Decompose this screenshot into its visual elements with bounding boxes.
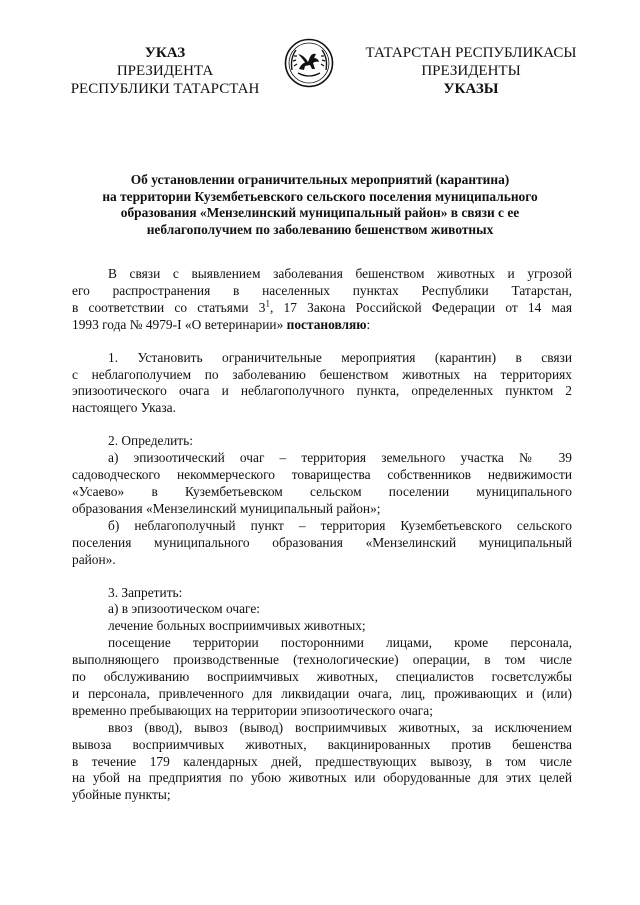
header-tatar — [360, 44, 582, 98]
text-line: 3. Запретить: — [108, 584, 183, 600]
header-right-line: ТАТАРСТАН РЕСПУБЛИКАСЫ — [365, 45, 577, 61]
text-line: 1. Установить ограничительные мероприятия (карантин) в связи — [108, 349, 572, 365]
text-line: б) неблагополучный пункт – территория Кузембетьевского сельского — [108, 517, 572, 533]
header-left-line: РЕСПУБЛИКИ ТАТАРСТАН — [70, 81, 260, 97]
text-line: временно пребывающих на территории эпизоотического очага; — [72, 702, 433, 718]
coat-of-arms-icon — [284, 38, 334, 88]
text-line: В связи с выявлением заболевания бешенством животных и угрозой — [108, 266, 572, 281]
title-line: Об установлении ограничительных мероприятий (карантина) — [130, 172, 510, 187]
item-2-paragraph — [72, 433, 572, 568]
title-line: неблагополучием по заболеванию бешенством животных — [146, 221, 494, 237]
text-fragment: в соответствии со статьями 3 — [72, 299, 266, 315]
spacer — [72, 417, 572, 433]
spacer — [72, 569, 572, 585]
text-line: в течение 179 календарных дней, предшествующих вывозу, в том числе — [72, 753, 572, 769]
text-fragment: : — [366, 316, 371, 332]
text-line: район». — [72, 551, 116, 567]
spacer — [72, 334, 572, 350]
text-line: лечение больных восприимчивых животных; — [108, 618, 366, 634]
text-line: на убой на предприятия по убою животных или оборудованные для этих целей — [72, 770, 572, 786]
text-fragment: 1993 года № 4979-I «О ветеринарии» — [72, 316, 287, 332]
text-line: эпизоотического очага и неблагополучного пункта, определенных пунктом 2 — [72, 383, 572, 399]
header-right-line: ПРЕЗИДЕНТЫ — [421, 63, 521, 79]
header-russian — [60, 44, 270, 98]
text-line: поселения муниципального образования «Мензелинский муниципальный — [72, 534, 572, 550]
decree-body — [72, 266, 572, 804]
header-left-line: УКАЗ — [144, 45, 186, 61]
text-line: выполняющего производственные (технологические) операции, в том числе — [72, 652, 572, 668]
text-fragment: , 17 Закона Российской Федерации от 14 мая — [270, 299, 572, 315]
decree-title — [70, 172, 570, 238]
resolution-word: постановляю — [286, 316, 367, 332]
text-line: и персонала, привлеченного для ликвидации очага, лиц, проживающих и (или) — [72, 685, 572, 701]
text-line: по обслуживанию восприимчивых животных, специалистов госветслужбы — [72, 669, 572, 685]
title-line: на территории Кузембетьевского сельского поселения муниципального — [102, 188, 538, 204]
text-line: убойные пункты; — [72, 787, 171, 803]
text-line: настоящего Указа. — [72, 400, 176, 416]
superscript: 1 — [265, 298, 270, 309]
text-line: «Усаево» в Кузембетьевском сельском поселении муниципального — [72, 483, 572, 499]
item-3-paragraph — [72, 585, 572, 805]
text-line: вывоза восприимчивых животных, вакцинированных против бешенства — [72, 736, 572, 752]
text-line: его распространения в населенных пунктах Республики Татарстан, — [72, 282, 572, 298]
item-1-paragraph — [72, 350, 572, 418]
text-line: посещение территории посторонними лицами, кроме персонала, — [108, 635, 572, 651]
header-right-line: УКАЗЫ — [443, 81, 499, 97]
title-line: образования «Мензелинский муниципальный район» в связи с ее — [120, 205, 520, 221]
text-line: ввоз (ввод), вывоз (вывод) восприимчивых животных, за исключением — [108, 719, 572, 735]
text-line — [72, 300, 572, 317]
header-left-line: ПРЕЗИДЕНТА — [116, 63, 214, 79]
text-line: а) в эпизоотическом очаге: — [108, 601, 260, 617]
text-line: 2. Определить: — [108, 433, 193, 449]
text-line — [72, 317, 572, 334]
text-line: а) эпизоотический очаг – территория земельного участка № 39 — [108, 450, 572, 466]
preamble-paragraph — [72, 266, 572, 334]
text-line: садоводческого некоммерческого товарищества собственников недвижимости — [72, 467, 572, 483]
text-line: с неблагополучием по заболеванию бешенством животных на территориях — [72, 366, 572, 382]
text-line: образования «Мензелинский муниципальный район»; — [72, 500, 381, 516]
